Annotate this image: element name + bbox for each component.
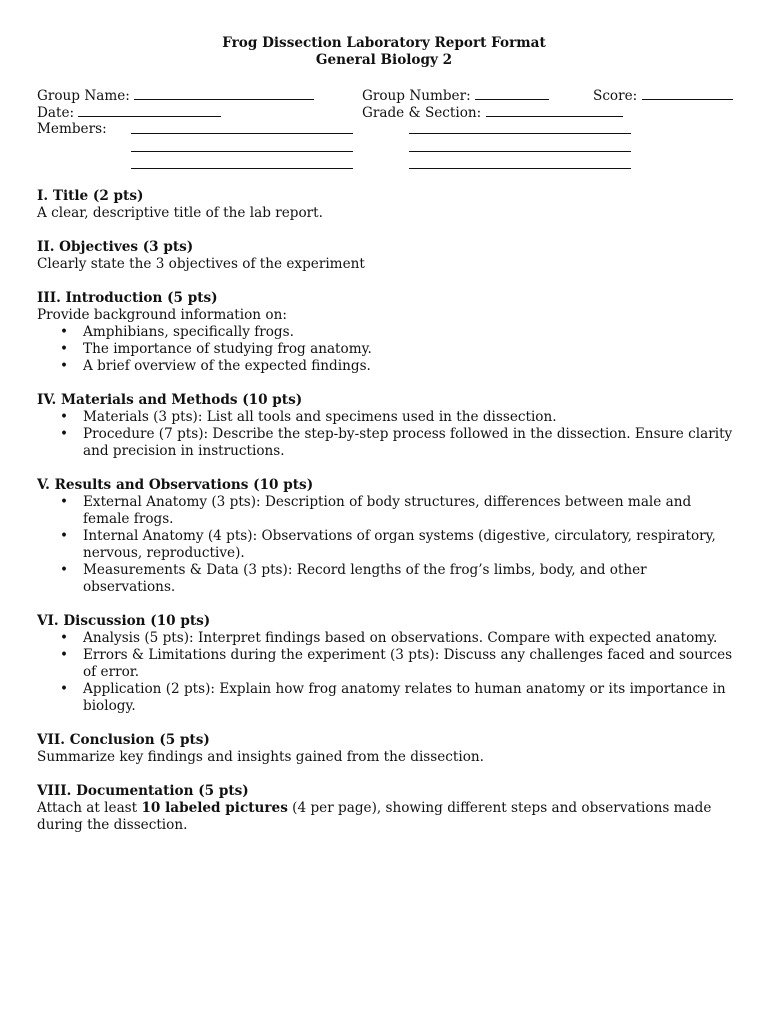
section-discussion (37, 613, 737, 715)
section-heading: III. Introduction (5 pts) (37, 290, 218, 306)
document-title: Frog Dissection Laboratory Report Format (222, 35, 546, 51)
list-item: • Amphibians, specifically frogs. (37, 324, 737, 341)
section-heading: II. Objectives (3 pts) (37, 239, 194, 255)
section-heading: VIII. Documentation (5 pts) (37, 783, 249, 799)
list-item: • Measurements & Data (3 pts): Record lengths of the frog’s limbs, body, and other observations. (37, 562, 737, 596)
date-label: Date: (37, 105, 75, 121)
section-heading: VII. Conclusion (5 pts) (37, 732, 210, 748)
bullet-list (37, 494, 737, 596)
document-subtitle: General Biology 2 (315, 52, 453, 68)
section-text: A clear, descriptive title of the lab report. (37, 205, 323, 221)
group-number-field (362, 87, 549, 105)
grade-section-label: Grade & Section: (362, 105, 482, 121)
member-line (409, 151, 631, 152)
group-name-field (37, 87, 314, 105)
member-line (131, 151, 353, 152)
section-text: Summarize key findings and insights gained from the dissection. (37, 749, 484, 765)
group-number-blank (475, 87, 549, 100)
bullet-list (37, 409, 737, 460)
text-bold: 10 labeled pictures (141, 800, 288, 816)
section-heading: IV. Materials and Methods (10 pts) (37, 392, 303, 408)
list-item: • A brief overview of the expected findings. (37, 358, 737, 375)
text-before: Attach at least (37, 800, 142, 816)
section-conclusion (37, 732, 737, 766)
list-item: • The importance of studying frog anatomy. (37, 341, 737, 358)
score-label: Score: (593, 88, 638, 104)
section-documentation (37, 783, 737, 834)
text-after: (4 per page), showing different steps and observations made during the dissection. (37, 800, 712, 833)
section-title (37, 188, 737, 222)
section-text (37, 800, 737, 834)
list-item: • Application (2 pts): Explain how frog anatomy relates to human anatomy or its importance in biology. (37, 681, 737, 715)
group-name-blank (134, 87, 314, 100)
section-heading: V. Results and Observations (10 pts) (37, 477, 314, 493)
section-materials-methods (37, 392, 737, 460)
bullet-list (37, 324, 737, 375)
members-label: Members: (37, 121, 107, 137)
score-field (593, 87, 733, 105)
grade-section-blank (486, 104, 623, 117)
section-objectives (37, 239, 737, 273)
member-line (131, 133, 353, 134)
section-text: Provide background information on: (37, 307, 287, 323)
report-sections (37, 188, 737, 851)
list-item: • Internal Anatomy (4 pts): Observations of organ systems (digestive, circulatory, respiratory, nervous, reproductive). (37, 528, 737, 562)
member-line (409, 168, 631, 169)
section-heading: VI. Discussion (10 pts) (37, 613, 211, 629)
list-item: • Materials (3 pts): List all tools and specimens used in the dissection. (37, 409, 737, 426)
grade-section-field (362, 104, 623, 122)
member-line (131, 168, 353, 169)
group-name-label: Group Name: (37, 88, 130, 104)
date-blank (78, 104, 221, 117)
list-item: • Errors & Limitations during the experiment (3 pts): Discuss any challenges faced and sources of error. (37, 647, 737, 681)
section-heading: I. Title (2 pts) (37, 188, 144, 204)
list-item: • External Anatomy (3 pts): Description of body structures, differences between male and female frogs. (37, 494, 737, 528)
member-line (409, 133, 631, 134)
score-blank (642, 87, 733, 100)
section-results (37, 477, 737, 596)
bullet-list (37, 630, 737, 715)
group-number-label: Group Number: (362, 88, 471, 104)
section-introduction (37, 290, 737, 375)
date-field (37, 104, 221, 122)
section-text: Clearly state the 3 objectives of the experiment (37, 256, 365, 272)
list-item: • Analysis (5 pts): Interpret findings based on observations. Compare with expected anatomy. (37, 630, 737, 647)
list-item: • Procedure (7 pts): Describe the step-by-step process followed in the dissection. Ensure clarity and precision in instructions. (37, 426, 737, 460)
